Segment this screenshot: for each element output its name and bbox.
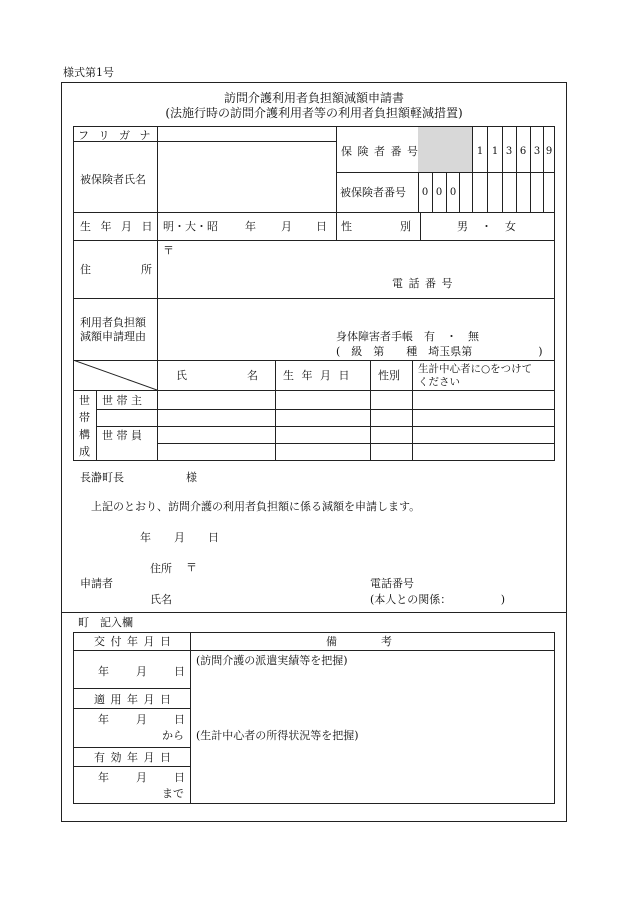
col-note-2: ください [418,376,460,388]
apply-date-label: 適 用 年 月 日 [94,693,172,706]
request-year-unit: 年 [140,531,151,544]
applicant-name-label: 氏名 [150,593,172,606]
issue-year-unit: 年 [98,665,109,678]
form-subtitle: (法施行時の訪問介護利用者等の利用者負担額軽減措置) [165,106,463,120]
valid-until: まで [162,787,184,800]
postal-mark: 〒 [163,244,174,257]
col-note: 生計中心者に○をつけて [418,363,533,375]
insurer-digit: 6 [519,146,527,157]
name-label: 被保険者氏名 [80,173,146,186]
insurer-digit: 1 [491,146,499,157]
insurer-digit: 3 [533,146,541,157]
phone-label: 電 話 番 号 [392,277,454,290]
valid-day-unit: 日 [174,771,185,784]
applicant-phone-label: 電話番号 [370,577,414,590]
insurer-digit: 1 [476,146,484,157]
insured-digit: 0 [435,187,443,198]
insurer-digit: 9 [545,146,553,157]
apply-from: から [162,729,184,742]
col-name-2: 名 [247,369,258,382]
household-side-char: 世 [79,394,90,407]
address-label-2: 所 [141,263,152,276]
valid-month-unit: 月 [136,771,147,784]
valid-year-unit: 年 [98,771,109,784]
disability-book: 身体障害者手帳 有 ・ 無 [336,330,479,343]
valid-date-label: 有 効 年 月 日 [94,751,172,764]
furigana-label: フ リ ガ ナ [78,129,154,142]
birth-label: 生 年 月 日 [80,220,156,233]
era-options: 明・大・昭 [163,220,218,233]
form-number: 様式第1号 [63,66,114,79]
col-name: 氏 [176,369,187,382]
header-diagonal [73,360,157,390]
applicant-relation: (本人との関係： ) [370,593,506,606]
reason-label: 利用者負担額 [80,316,146,329]
apply-month-unit: 月 [136,713,147,726]
insured-no-label: 被保険者番号 [340,186,406,199]
request-statement: 上記のとおり、訪問介護の利用者負担額に係る減額を申請します。 [91,500,421,513]
household-side-char: 成 [79,445,90,458]
household-member-label: 世 帯 員 [102,429,142,442]
office-section-label: 町 記入欄 [78,616,133,629]
birth-year-unit: 年 [245,220,256,233]
insurer-shaded-cell [418,127,472,172]
request-day-unit: 日 [208,531,219,544]
birth-day-unit: 日 [316,220,327,233]
birth-month-unit: 月 [281,220,292,233]
apply-day-unit: 日 [174,713,185,726]
address-label: 住 [80,263,91,276]
insured-digit: 0 [421,187,429,198]
sex-label-2: 別 [400,220,411,233]
insurer-no-label: 保 険 者 番 号 [341,145,419,158]
insurer-digit: 3 [505,146,513,157]
sex-female[interactable]: 女 [505,220,516,233]
issue-month-unit: 月 [136,665,147,678]
reason-label-2: 減額申請理由 [80,330,146,343]
disability-detail: ( 級 第 種 埼玉県第 ) [336,345,543,358]
col-sex: 性別 [378,369,400,382]
issue-day-unit: 日 [174,665,185,678]
remark-income: (生計中心者の所得状況等を把握) [196,729,359,742]
household-side-char: 帯 [79,411,90,424]
household-head-label: 世 帯 主 [102,394,142,407]
remarks-label: 備 考 [326,635,392,648]
request-month-unit: 月 [174,531,185,544]
col-birth: 生 年 月 日 [283,369,352,382]
remark-dispatch: (訪問介護の派遣実績等を把握) [196,654,348,667]
applicant-address-label: 住所 [150,562,172,575]
applicant-postal-mark: 〒 [186,561,197,574]
honorific: 様 [186,471,197,484]
form-title: 訪問介護利用者負担額減額申請書 [223,91,404,105]
household-side-char: 構 [79,428,90,441]
addressee: 長瀞町長 [80,471,124,484]
sex-label: 性 [341,220,352,233]
issue-date-label: 交 付 年 月 日 [94,635,172,648]
insured-digit: 0 [449,187,457,198]
apply-year-unit: 年 [98,713,109,726]
applicant-label: 申請者 [80,577,113,590]
sex-separator: ・ [481,220,492,233]
sex-male[interactable]: 男 [457,220,468,233]
